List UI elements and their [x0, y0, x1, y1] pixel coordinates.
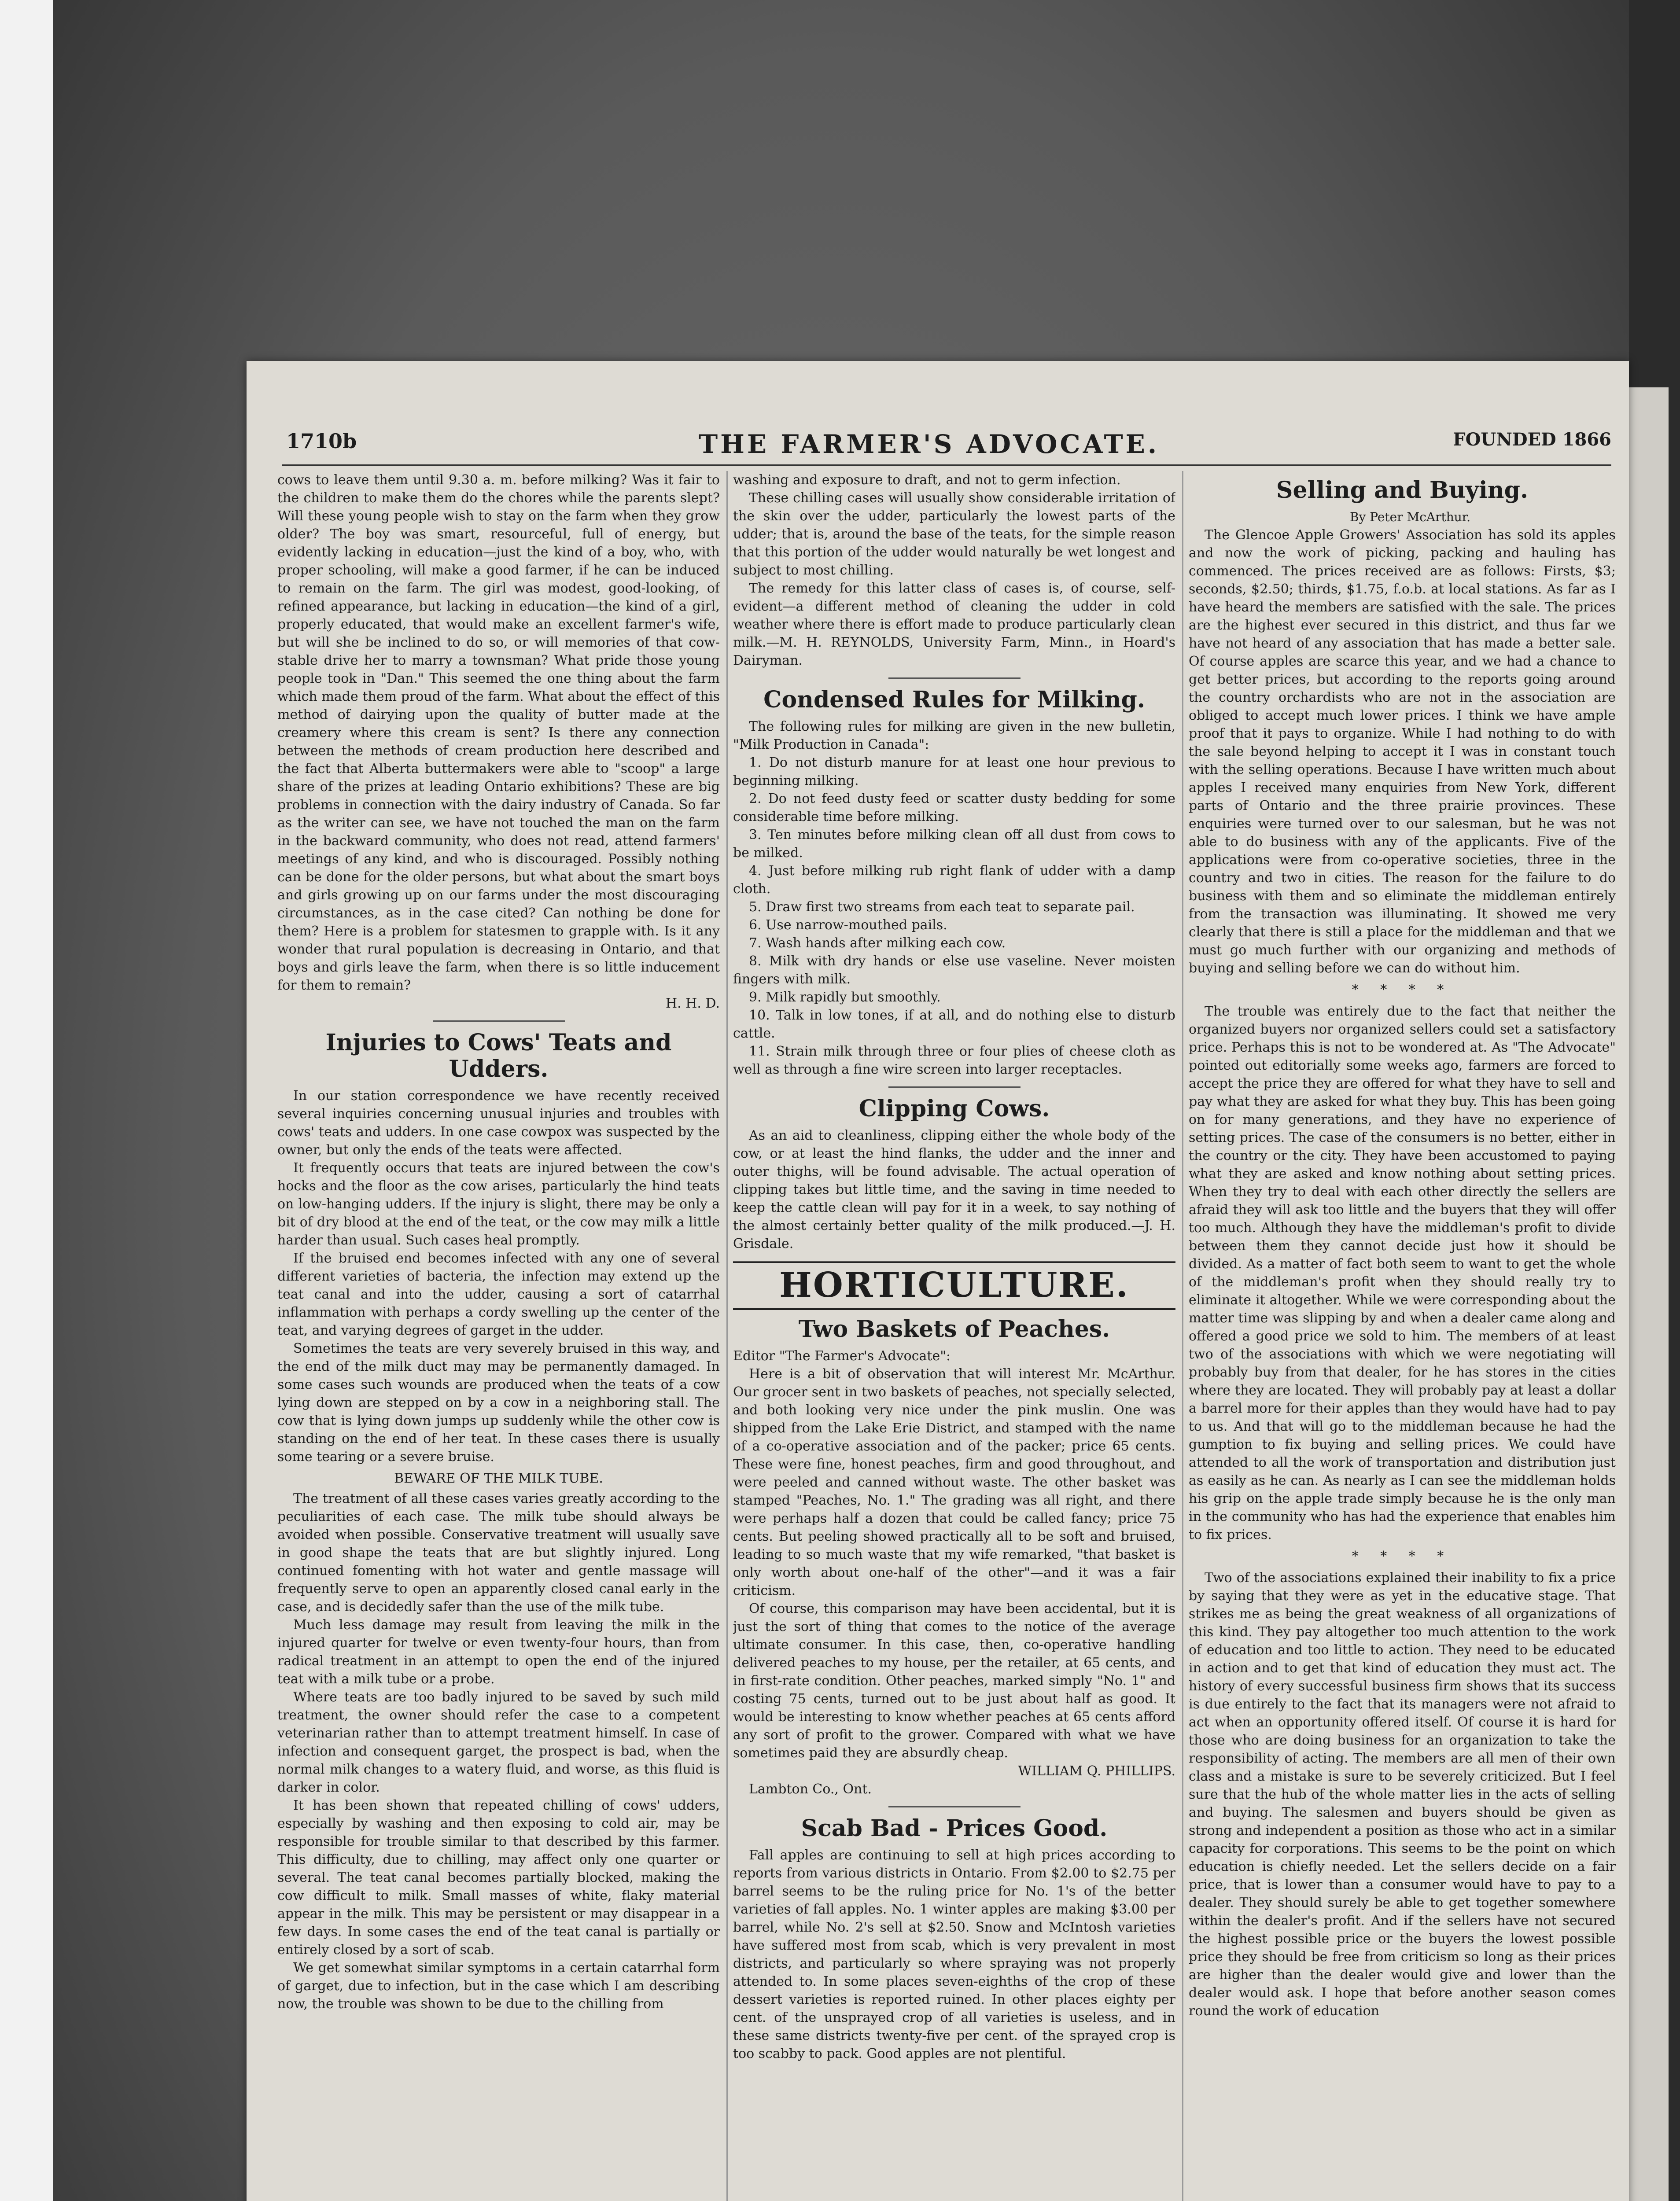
column-middle [733, 471, 1175, 2201]
masthead-title: THE FARMER'S ADVOCATE. [698, 429, 1160, 459]
paragraph: As an aid to cleanliness, clipping either the whole body of the cow, or at least the hind flanks, the udder and the inner and outer thighs, will be found advisable. The actual operation of clipping takes but little time, and the saving in time needed to keep the cattle clean will pay for it in a week, to say nothing of the almost certainly better quality of the milk produced.—J. H. Grisdale. [733, 1128, 1175, 1251]
rule-item: 8. Milk with dry hands or else use vaseline. Never moisten fingers with milk. [733, 953, 1175, 987]
paragraph: It has been shown that repeated chilling of cows' udders, especially by washing and then exposing to cold air, may be responsible for trouble similar to that described by this farmer. This difficulty, due to chilling, may affect only one quarter or several. The teat canal becomes partially blocked, making the cow difficult to milk. Small masses of white, flaky material appear in the milk. This may be persistent or may disappear in a few days. In some cases the end of the teat canal is partially or entirely closed by a sort of scab. [277, 1798, 720, 1958]
paragraph: In our station correspondence we have recently received several inquiries concerning unusual injuries and troubles with cows' teats and udders. In one case cowpox was suspected by the owner, but only the ends of the teats were affected. [277, 1088, 720, 1158]
paragraph: The remedy for this latter class of cases is, of course, self-evident—a different method of cleaning the udder in cold weather where there is effort made to produce particularly clean milk.—M. H. REYNOLDS, University Farm, Minn., in Hoard's Dairyman. [733, 581, 1175, 668]
paragraph: The trouble was entirely due to the fact that neither the organized buyers nor organized sellers could set a satisfactory price. Perhaps this is not to be wondered at. As "The Advocate" pointed out editorially some weeks ago, farmers are forced to accept the price they are offered for what they have to sell and pay what they are asked for what they buy. This has been going on for many generations, and they have no experience of setting prices. The case of the consumers is no better, either in the country or the city. They have been accustomed to paying what they are asked and know nothing about setting prices. When they try to deal with each other directly the sellers are afraid they will ask too little and the buyers that they will offer too much. Although they have the middleman's profit to divide between them they cannot decide just how it should be divided. As a matter of fact both seem to want to get the whole of the middleman's profit when they should really try to eliminate it altogether. While we were corresponding about the matter time was slipping by and when a dealer came along and offered a good price we sold to him. The members of at least two of the associations with which we were negotiating will probably buy from that dealer, for he has stores in the cities where they are located. They will probably pay at least a dollar a barrel more for their apples than they would have had to pay to us. And that will go to the middleman because he had the gumption to fix buying and selling prices. We could have attended to all the work of transportation and distribution just as easily as he can. As nearly as I can see the middleman holds his grip on the apple trade simply because he is the only man in the community who has had the experience that enables him to fix prices. [1189, 1004, 1616, 1542]
paragraph: Of course, this comparison may have been accidental, but it is just the sort of thing that comes to the notice of the average ultimate consumer. In this case, then, co-operative handling delivered peaches to my house, per the retailer, at 65 cents, and in first-rate condition. Other peaches, marked simply "No. 1" and costing 75 cents, turned out to be just about half as good. It would be interesting to know whether peaches at 65 cents afford any sort of profit to the grower. Compared with what we have sometimes paid they are absurdly cheap. [733, 1601, 1175, 1761]
adjacent-page-edge [1629, 387, 1669, 2201]
paragraph: Where teats are too badly injured to be saved by such mild treatment, the owner should refer the case to a competent veterinarian rather than to attempt treatment himself. In case of infection and consequent garget, the prospect is bad, when the normal milk changes to a watery fluid, and worse, as this fluid is darker in color. [277, 1689, 720, 1795]
rule-item: 5. Draw first two streams from each teat to separate pail. [749, 899, 1135, 915]
column-right [1189, 471, 1616, 2201]
column-divider [1182, 471, 1183, 2201]
paragraph: If the bruised end becomes infected with any one of several different varieties of bacteria, the infection may extend up the teat canal and into the udder, causing a sort of catarrhal inflammation with perhaps a cordy swelling up the center of the teat, and varying degrees of garget in the udder. [277, 1251, 720, 1338]
article-separator [888, 1806, 1021, 1807]
article-separator [888, 677, 1021, 679]
newspaper-page [247, 361, 1629, 2201]
rule-item: 4. Just before milking rub right flank of udder with a damp cloth. [733, 863, 1175, 897]
section-stars: * * * * [1352, 1549, 1453, 1564]
rule-item: 6. Use narrow-mouthed pails. [749, 917, 947, 933]
paragraph: The treatment of all these cases varies greatly according to the peculiarities of each case. The milk tube should always be avoided when possible. Conservative treatment will usually save in good shape the teats that are but slightly injured. Long continued fomenting with hot water and gentle massage will frequently serve to open an apparently closed canal early in the case, and is decidedly safer than the use of the milk tube. [277, 1491, 720, 1615]
subheading-milk-tube: BEWARE OF THE MILK TUBE. [394, 1471, 603, 1486]
article-continuation-paragraph: cows to leave them until 9.30 a. m. before milking? Was it fair to the children to make them do the chores while the parents slept? Will these young people wish to stay on the farm when they grow older? The boy was smart, resourceful, full of energy, but evidently lacking in education—just the kind of a boy, who, with proper schooling, will make a good farmer, if he can be induced to remain on the farm. The girl was modest, good-looking, of refined appearance, but lacking in education—the kind of a girl, properly educated, that would make an excellent farmer's wife, but will she be inclined to do so, or will memories of that cow-stable drive her to marry a townsman? What pride those young people took in "Dan." This seemed the one thing about the farm which made them proud of the farm. What about the effect of this method of dairying upon the quality of butter made at the creamery where this cream is sent? Is there any connection between the methods of cream production here described and the fact that Alberta buttermakers were able to "scoop" a large share of the prizes at leading Ontario exhibitions? These are big problems in connection with the dairy industry of Canada. So far as the writer can see, we have not touched the man on the farm in the backward community, who does not read, attend farmers' meetings of any kind, and who is discouraged. Possibly nothing can be done for the older persons, but what about the smart boys and girls growing up on our farms under the most discouraging circumstances, as in the case cited? Can nothing be done for them? Here is a problem for statesmen to grapple with. Is it any wonder that rural population is decreasing in Ontario, and that boys and girls leave the farm, when there is so little inducement for them to remain? [277, 472, 720, 993]
paragraph: Fall apples are continuing to sell at high prices according to reports from various districts in Ontario. From $2.00 to $2.75 per barrel seems to be the ruling price for No. 1's of the better varieties of fall apples. No. 1 winter apples are making $3.00 per barrel, while No. 2's sell at $2.50. Snow and McIntosh varieties have suffered most from scab, which is very prevalent in most districts, and particularly so where spraying was not properly attended to. In some places seven-eighths of the crop of these dessert varieties is reported ruined. In other places eighty per cent. of the unsprayed crop of all varieties is useless, and in these same districts twenty-five per cent. of the sprayed crop is too scabby to pack. Good apples are not plentiful. [733, 1848, 1175, 2061]
paragraph: Much less damage may result from leaving the milk in the injured quarter for twelve or even twenty-four hours, than from radical treatment in an attempt to open the end of the injured teat with a milk tube or a probe. [277, 1617, 720, 1687]
article-title-clipping: Clipping Cows. [858, 1095, 1050, 1122]
signature-location: Lambton Co., Ont. [749, 1781, 872, 1797]
paragraph: It frequently occurs that teats are injured between the cow's hocks and the floor as the cow arises, particularly the hind teats on low-hanging udders. If the injury is slight, there may be only a bit of dry blood at the end of the teat, or the cow may milk a little harder than usual. Such cases heal promptly. [277, 1160, 720, 1248]
rule-item: 1. Do not disturb manure for at least one hour previous to beginning milking. [733, 755, 1175, 788]
rule-item: 2. Do not feed dusty feed or scatter dusty bedding for some considerable time before milking. [733, 791, 1175, 824]
paragraph: These chilling cases will usually show considerable irritation of the skin over the udder, particularly the lowest parts of the udder; that is, around the base of the teats, for the simple reason that this portion of the udder would naturally be wet longest and subject to most chilling. [733, 490, 1175, 578]
article-separator [888, 1086, 1021, 1088]
article-title-milking-rules: Condensed Rules for Milking. [763, 686, 1145, 713]
section-banner-horticulture: HORTICULTURE. [733, 1261, 1175, 1310]
paragraph: washing and exposure to draft, and not to germ infection. [733, 472, 1121, 488]
scan-left-margin [0, 0, 53, 2201]
section-stars: * * * * [1352, 982, 1453, 997]
paragraph: We get somewhat similar symptoms in a certain catarrhal form of garget, due to infection, but in the case which I am describing now, the trouble was shown to be due to the chilling from [277, 1960, 720, 2012]
paragraph: The following rules for milking are given in the new bulletin, "Milk Production in Canada": [733, 719, 1175, 752]
paragraph: Sometimes the teats are very severely bruised in this way, and the end of the milk duct may may be permanently damaged. In some cases such wounds are produced when the teats of a cow lying down are stepped on by a cow in a neighboring stall. The cow that is lying down jumps up suddenly while the other cow is standing on the end of her teat. In these cases there is usually some tearing or a severe bruise. [277, 1341, 720, 1465]
article-title-injuries: Injuries to Cows' Teats and Udders. [325, 1029, 672, 1082]
article-title-scab: Scab Bad - Prices Good. [801, 1815, 1108, 1842]
rule-item: 9. Milk rapidly but smoothly. [749, 990, 941, 1005]
paragraph: Two of the associations explained their inability to fix a price by saying that they were as yet in the educative stage. That strikes me as being the great weakness of all organizations of this kind. They pay altogether too much attention to the work of education and too little to action. They need to be educated in action and to get that kind of education they must act. The history of every successful business firm shows that its success is due entirely to the fact that its managers were not afraid to act when an opportunity offered itself. Of course it is hard for those who are doing business for an organization to take the responsibility of acting. The members are all men of their own class and a mistake is sure to be severely criticized. But I feel sure that the hub of the whole matter lies in the acts of selling and buying. The salesmen and buyers should be given as strong and independent a position as those who act in a similar capacity for corporations. This seems to be the point on which education is chiefly needed. Let the sellers decide on a fair price, that is lower than a consumer would have to pay to a dealer. They should surely be able to get together somewhere within the dealer's profit. And if the sellers have not secured the highest possible price or the buyers the lowest possible price they should be free from criticism so long as their prices are higher than the dealer would give and lower than the dealer would ask. I hope that before another season comes round the work of education [1189, 1570, 1616, 2019]
paragraph: Here is a bit of observation that will interest Mr. McArthur. Our grocer sent in two baskets of peaches, not specially selected, and both looking very nice under the pink muslin. One was shipped from the Lake Erie District, and stamped with the name of a co-operative association and of the packer; price 65 cents. These were fine, honest peaches, firm and good throughout, and were peeled and canned without waste. The other basket was stamped "Peaches, No. 1." The grading was all right, and there were perhaps half a dozen that could be called fancy; price 75 cents. But peeling showed practically all to be soft and bruised, leading to so much waste that my wife remarked, "that basket is only worth about one-half of the other"—and it was a fair criticism. [733, 1366, 1175, 1598]
rule-item: 3. Ten minutes before milking clean off all dust from cows to be milked. [733, 827, 1175, 861]
article-signature: WILLIAM Q. PHILLIPS. [1018, 1763, 1175, 1779]
paragraph: The Glencoe Apple Growers' Association has sold its apples and now the work of picking, packing and hauling has commenced. The prices received are as follows: Firsts, $3; seconds, $2.50; thirds, $1.75, f.o.b. at local stations. As far as I have heard the members are satisfied with the sale. The prices are the highest ever secured in this district, and thus far we have not heard of any association that has made a better sale. Of course apples are scarce this year, and we had a chance to get better prices, but according to the reports going around the country orchardists who are not in the association are obliged to accept much lower prices. I think we have ample proof that it pays to organize. While I had nothing to do with the sale beyond helping to accept it I was in constant touch with the selling operations. Because I have written much about apples I received many enquiries from New York, different parts of Ontario and the three prairie provinces. These enquiries were turned over to our salesman, but he was not able to do business with any of the applicants. Five of the applications were from co-operative societies, three in the country and two in cities. The reason for the failure to do business with them and so eliminate the middleman entirely from the transaction was illuminating. It showed me very clearly that there is still a place for the middleman and that we must go much further with our organizing and methods of buying and selling before we can do without him. [1189, 527, 1616, 976]
founded-label: FOUNDED 1866 [1453, 429, 1611, 450]
rule-item: 10. Talk in low tones, if at all, and do nothing else to disturb cattle. [733, 1008, 1175, 1041]
article-title-peaches: Two Baskets of Peaches. [798, 1316, 1110, 1343]
column-divider [726, 471, 728, 2201]
rule-item: 7. Wash hands after milking each cow. [749, 935, 1006, 951]
article-title-selling-buying: Selling and Buying. [1276, 477, 1529, 504]
column-left [277, 471, 720, 2201]
salutation: Editor "The Farmer's Advocate": [733, 1348, 951, 1364]
byline: By Peter McArthur. [1349, 510, 1471, 524]
header-rule [282, 464, 1611, 466]
article-signature: H. H. D. [666, 996, 720, 1011]
rule-item: 11. Strain milk through three or four plies of cheese cloth as well as through a fine wire screen into larger receptacles. [733, 1044, 1175, 1077]
article-separator [433, 1020, 565, 1022]
page-number: 1710b [286, 429, 357, 453]
